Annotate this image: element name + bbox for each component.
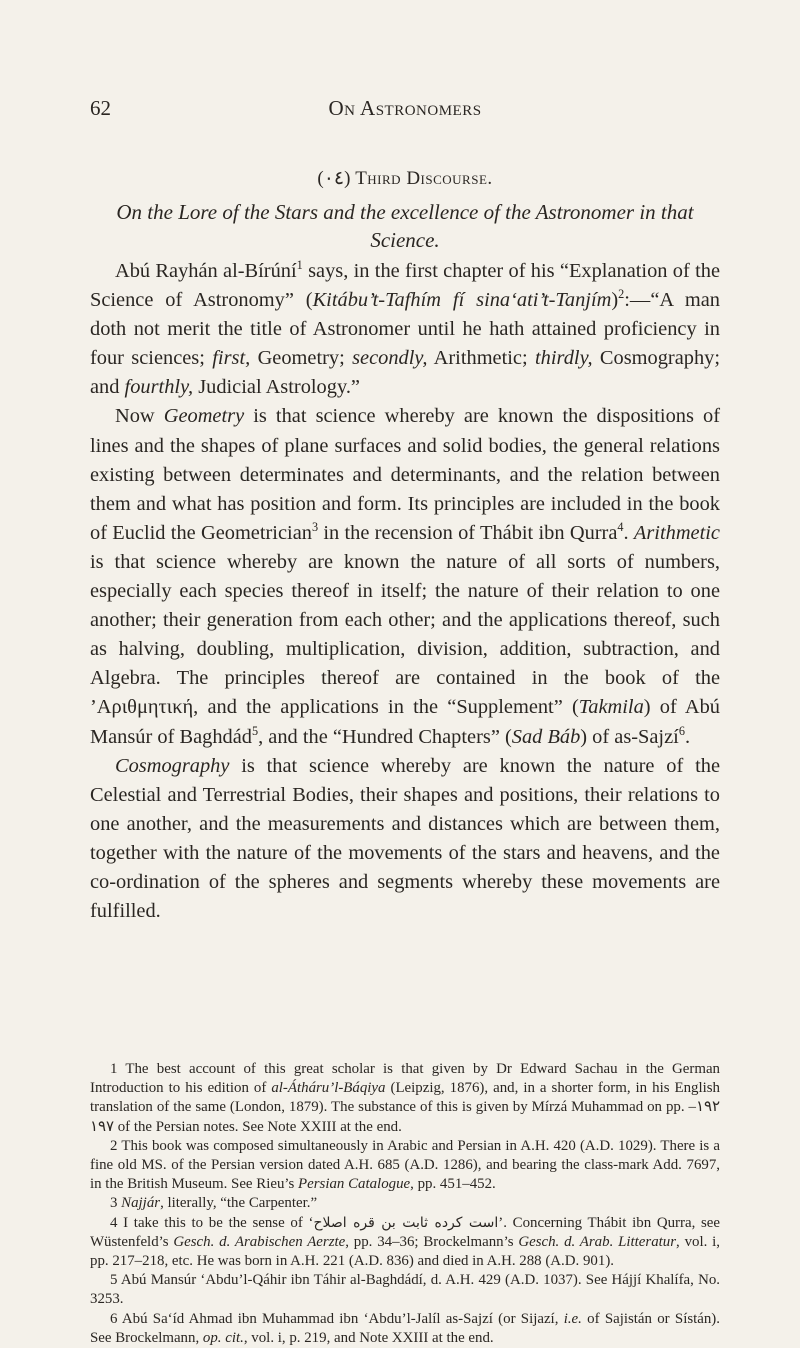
footnote-ref-5[interactable]: 5: [251, 723, 259, 738]
running-head: [90, 96, 720, 124]
footnote-5: 5 Abú Mansúr ‘Abdu’l-Qáhir ibn Táhir al-Baghdádí, d. A.H. 429 (A.D. 1037). See Hájjí Khalífa, No. 3253.: [90, 1272, 720, 1308]
discourse-title: Third Discourse.: [355, 168, 493, 189]
arabic-phrase: است کرده ثابت بن قره اصلاح: [313, 1214, 499, 1231]
discourse-heading: [90, 167, 720, 190]
page-number: 62: [90, 96, 111, 120]
footnote-3: 3 Najjár, literally, “the Carpenter.”: [110, 1195, 318, 1212]
discourse-subtitle: On the Lore of the Stars and the excellence of the Astronomer in that Science.: [116, 200, 694, 252]
footnote-ref-1[interactable]: 1: [296, 258, 303, 273]
footnote-ref-2[interactable]: 2: [618, 287, 625, 302]
running-title: On Astronomers: [328, 96, 482, 120]
footnote-4: 4 I take this to be the sense of ‘است کرده ثابت بن قره اصلاح’. Concerning Thábit ibn Qurra, see Wüstenfeld’s Gesch. d. Arabischen Aerzte, pp. 34–36; Brockelmann’s Gesch. d. Arab. Litteratur, vol. i, pp. 217–218, etc. He was born in A.H. 221 (A.D. 836) and died in A.H. 288 (A.D. 901).: [90, 1214, 721, 1270]
paragraph-3: Cosmography is that science whereby are known the nature of the Celestial and Terrestrial Bodies, their shapes and positions, their relations to one another, and the measurements and distances which are between them, together with the nature of the movements of the stars and heavens, and the co-ordination of the spheres and segments whereby these movements are fulfilled.: [90, 754, 720, 923]
book-title: Kitábu’t-Tafhím fí sina‘ati’t-Tanjím: [312, 289, 612, 312]
footnote-6: 6 Abú Sa‘íd Ahmad ibn Muhammad ibn ‘Abdu’l-Jalíl as-Sajzí (or Sijazí, i.e. of Sajistán or Sístán). See Brockelmann, op. cit., vol. i, p. 219, and Note XXIII at the end.: [90, 1310, 720, 1346]
footnote-ref-4[interactable]: 4: [617, 520, 624, 535]
discourse-number: (٠٤): [317, 168, 351, 189]
paragraph-1: Abú Rayhán al-Bírúní$^1$ says, in the first chapter of his “Explanation of the Science of Astronomy” (Kitábu’t-Tafhím fí sina‘ati’t-Tanjím)$^2$:—“A man doth not merit the title of Astronomer until he hath attained proficiency in four sciences; first, Geometry; secondly, Arithmetic; thirdly, Cosmography; and fourthly, Judicial Astrology.”: [90, 258, 721, 399]
footnote-1: 1 The best account of this great scholar is that given by Dr Edward Sachau in the German Introduction to his edition of al-Átháru’l-Báqiya (Leipzig, 1876), and, in a shorter form, in his English translation of the same (London, 1879). The substance of this is given by Mírzá Muhammad on pp. ١٩٢–١٩٧ of the Persian notes. See Note XXIII at the end.: [90, 1061, 720, 1135]
footnote-2: 2 This book was composed simultaneously in Arabic and Persian in A.H. 420 (A.D. 1029). There is a fine old MS. of the Persian version dated A.H. 685 (A.D. 1286), and bearing the class-mark Add. 7697, in the British Museum. See Rieu’s Persian Catalogue, pp. 451–452.: [90, 1137, 720, 1193]
footnotes: [90, 1060, 720, 1348]
paragraph-2: Now Geometry is that science whereby are known the dispositions of lines and the shapes of plane surfaces and solid bodies, the general relations existing between determinates and determinants, and the relation between them and what has position and form. Its principles are included in the book of Euclid the Geometrician$^3$ in the recension of Thábit ibn Qurra$^4$. Arithmetic is that science whereby are known the nature of all sorts of numbers, especially each species thereof in itself; the nature of their relation to one another; their generation from each other; and the applications thereof, such as halving, doubling, multiplication, division, addition, subtraction, and Algebra. The principles thereof are contained in the book of the ’Αριθμητική, and the applications in the “Supplement” (Takmila) of Abú Mansúr of Baghdád$^5$, and the “Hundred Chapters” (Sad Báb) of as-Sajzí$^6$.: [90, 405, 720, 748]
footnote-ref-6[interactable]: 6: [678, 723, 685, 738]
body-text: [90, 257, 720, 926]
footnote-ref-3[interactable]: 3: [311, 520, 319, 535]
